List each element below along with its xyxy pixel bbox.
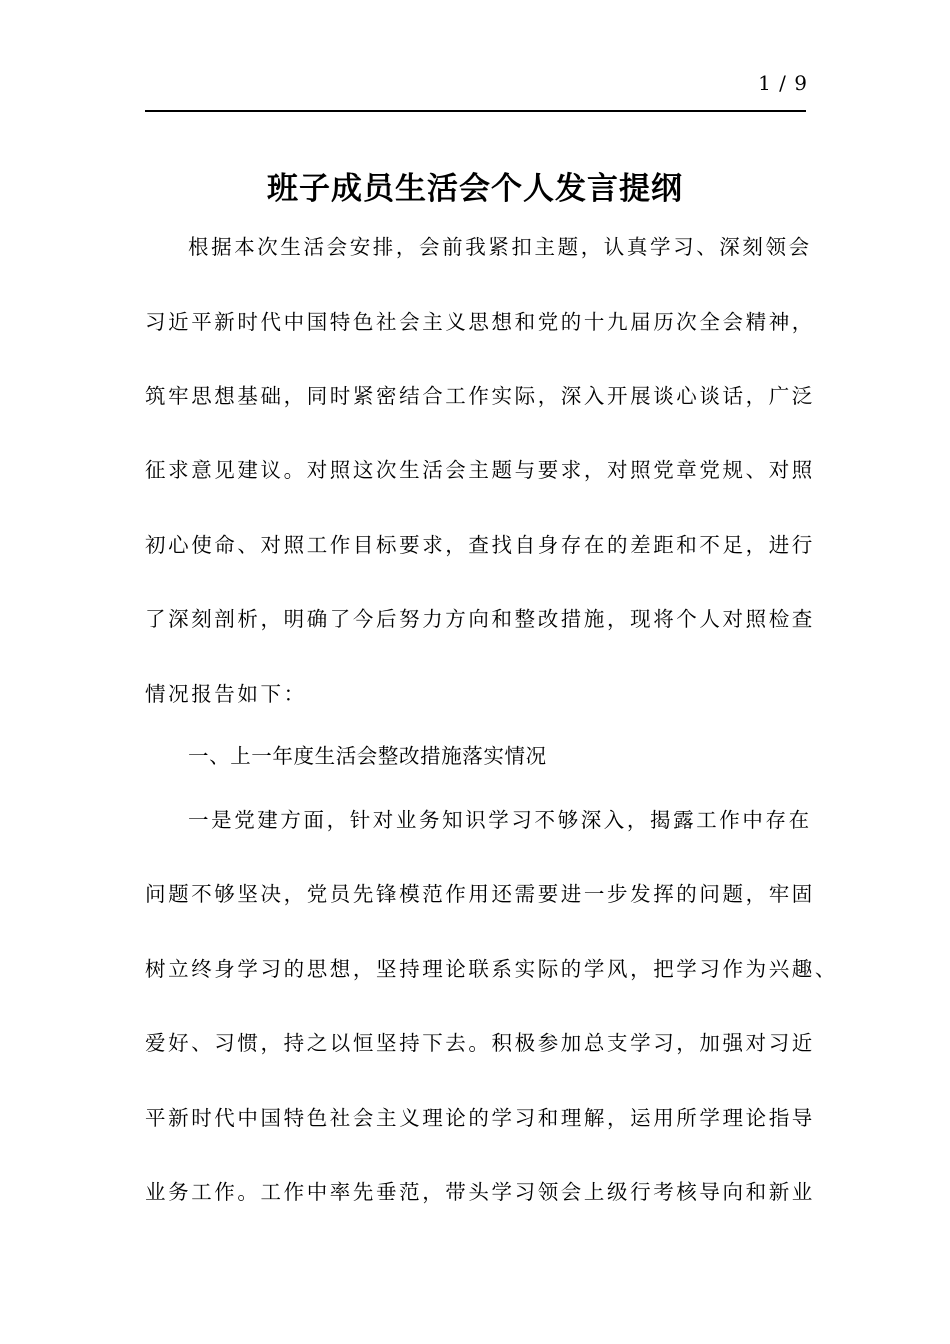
text-line: 情况报告如下： [145, 682, 307, 706]
section-heading: 一、上一年度生活会整改措施落实情况 [188, 744, 547, 768]
text-line: 一是党建方面，针对业务知识学习不够深入，揭露工作中存在 [188, 808, 812, 832]
text-line: 了深刻剖析，明确了今后努力方向和整改措施，现将个人对照检查 [145, 607, 815, 631]
text-line: 问题不够坚决，党员先锋模范作用还需要进一步发挥的问题，牢固 [145, 882, 815, 906]
text-line: 平新时代中国特色社会主义理论的学习和理解，运用所学理论指导 [145, 1106, 815, 1130]
text-line: 业务工作。工作中率先垂范，带头学习领会上级行考核导向和新业 [145, 1180, 815, 1204]
text-line: 习近平新时代中国特色社会主义思想和党的十九届历次全会精神， [145, 310, 815, 334]
text-line: 根据本次生活会安排，会前我紧扣主题，认真学习、深刻领会 [188, 235, 812, 259]
header-divider [145, 110, 806, 112]
page-number: 1 / 9 [758, 71, 808, 95]
text-line: 征求意见建议。对照这次生活会主题与要求，对照党章党规、对照 [145, 458, 815, 482]
text-line: 筑牢思想基础，同时紧密结合工作实际，深入开展谈心谈话，广泛 [145, 384, 815, 408]
text-line: 树立终身学习的思想，坚持理论联系实际的学风，把学习作为兴趣、 [145, 957, 838, 981]
text-line: 爱好、习惯，持之以恒坚持下去。积极参加总支学习，加强对习近 [145, 1031, 815, 1055]
text-line: 初心使命、对照工作目标要求，查找自身存在的差距和不足，进行 [145, 533, 815, 557]
document-title: 班子成员生活会个人发言提纲 [267, 171, 683, 207]
